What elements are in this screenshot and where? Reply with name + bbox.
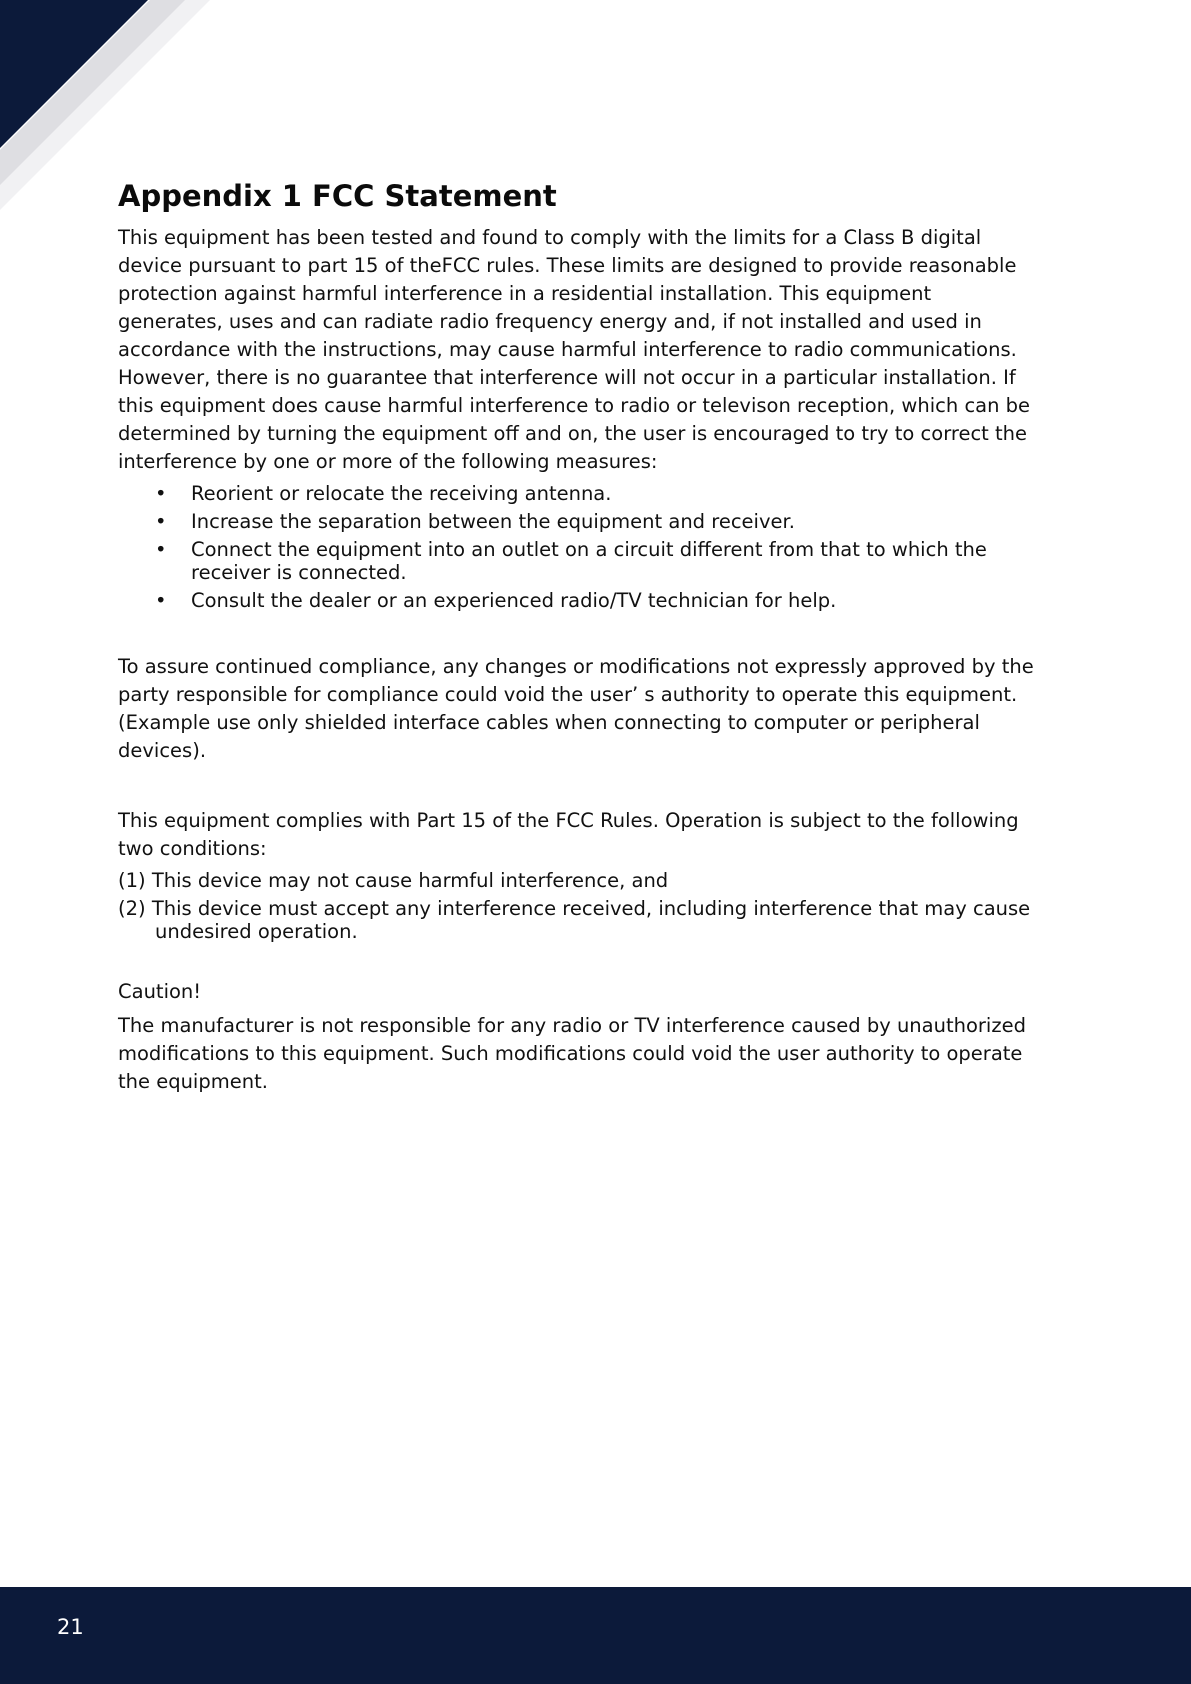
list-item xyxy=(118,510,1038,533)
list-item xyxy=(118,482,1038,505)
intro-paragraph: This equipment has been tested and found to comply with the limits for a Class B digital device pursuant to part 15 of theFCC rules. These limits are designed to provide reasonable protection against harmful interference in a residential installation. This equipment generates, uses and can radiate radio frequency energy and, if not installed and used in accordance with the instructions, may cause harmful interference to radio communications. However, there is no guarantee that interference will not occur in a particular installation. If this equipment does cause harmful interference to radio or televison reception, which can be determined by turning the equipment off and on, the user is encouraged to try to correct the interference by one or more of the following measures: xyxy=(118,226,1031,473)
measures-list xyxy=(118,482,1038,612)
page-number: 21 xyxy=(57,1615,84,1639)
list-item-text: Consult the dealer or an experienced radio/TV technician for help. xyxy=(191,589,837,612)
compliance-paragraph: To assure continued compliance, any changes or modifications not expressly approved by the party responsible for compliance could void the user’ s authority to operate this equipment. (Example use only shielded interface cables when connecting to computer or peripheral devices). xyxy=(118,655,1034,762)
spacer xyxy=(118,617,1038,653)
spacer xyxy=(118,948,1038,978)
spacer xyxy=(118,765,1038,807)
list-item xyxy=(118,538,1038,584)
bullet-icon: • xyxy=(155,538,167,561)
page-title: Appendix 1 FCC Statement xyxy=(118,179,557,213)
bullet-icon: • xyxy=(155,510,167,533)
list-item-text: Increase the separation between the equipment and receiver. xyxy=(191,510,795,533)
list-item-text: Reorient or relocate the receiving antenna. xyxy=(191,482,612,505)
bullet-icon: • xyxy=(155,589,167,612)
document-body xyxy=(118,178,1038,1096)
list-item-text: Connect the equipment into an outlet on a circuit different from that to which the receiver is connected. xyxy=(191,538,987,584)
part15-paragraph: This equipment complies with Part 15 of the FCC Rules. Operation is subject to the following two conditions: xyxy=(118,809,1019,860)
condition-item: (2) This device must accept any interference received, including interference that may cause undesired operation. xyxy=(118,897,1031,943)
caution-label: Caution! xyxy=(118,980,202,1003)
caution-paragraph: The manufacturer is not responsible for any radio or TV interference caused by unauthorized modifications to this equipment. Such modifications could void the user authority to operate the equipment. xyxy=(118,1014,1026,1093)
conditions-list xyxy=(118,869,1038,943)
list-item xyxy=(118,589,1038,612)
footer-bar xyxy=(0,1587,1191,1684)
condition-item: (1) This device may not cause harmful interference, and xyxy=(118,869,669,892)
bullet-icon: • xyxy=(155,482,167,505)
